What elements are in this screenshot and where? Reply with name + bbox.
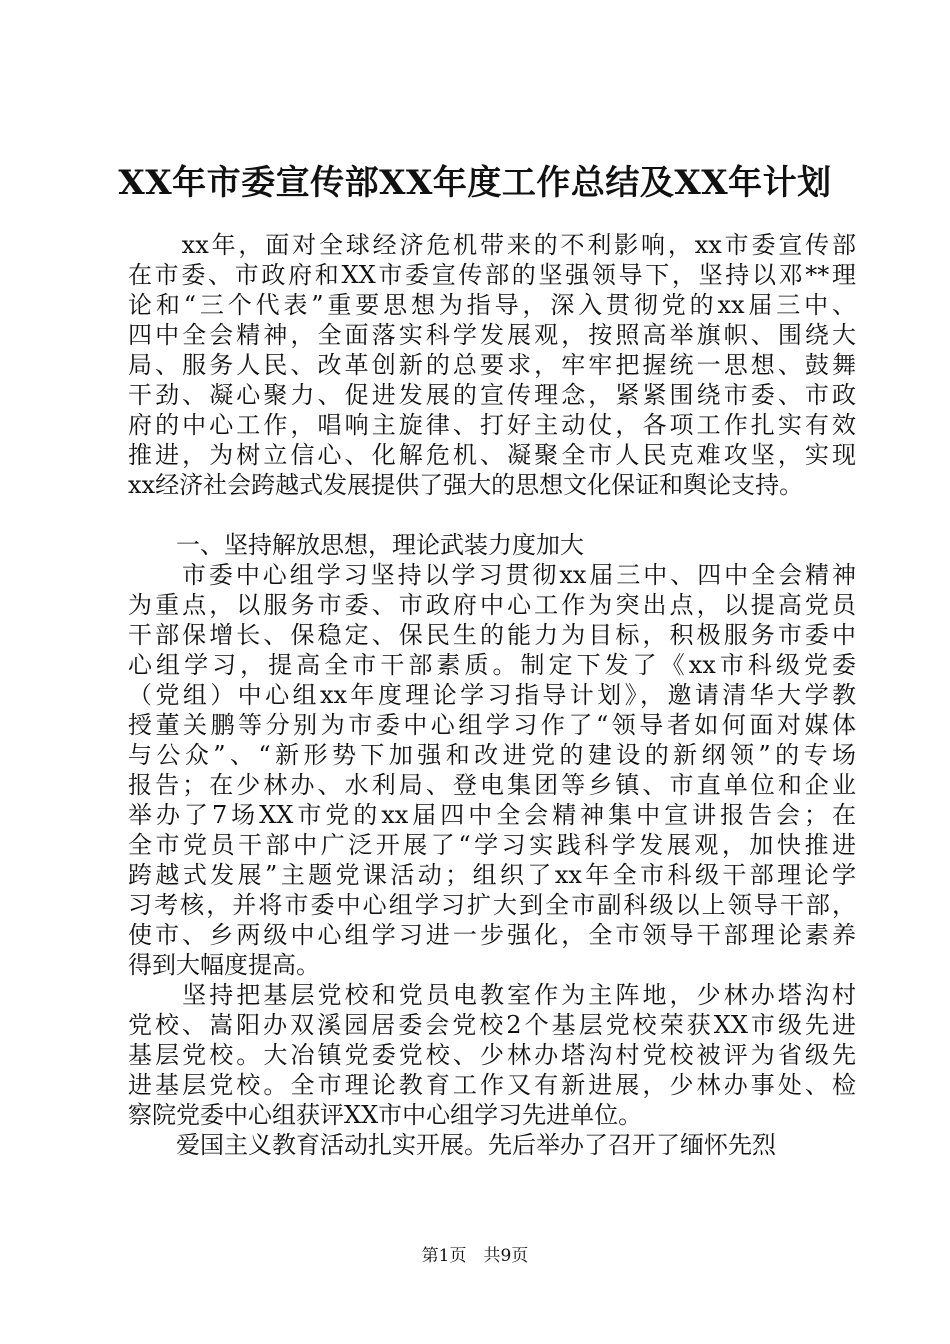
text-line: 爱国主义教育活动扎实开展。先后举办了召开了缅怀先烈: [128, 1131, 776, 1159]
text-line: 与公众”、“新形势下加强和改进党的建设的新纲领”的专场: [128, 741, 856, 769]
text-line: 跨越式发展”主题党课活动；组织了xx年全市科级干部理论学: [128, 861, 856, 889]
text-line: 报告；在少林办、水利局、登电集团等乡镇、市直单位和企业: [128, 771, 856, 799]
text-line: 使市、乡两级中心组学习进一步强化，全市领导干部理论素养: [128, 921, 856, 949]
text-line: 局、服务人民、改革创新的总要求，牢牢把握统一思想、鼓舞: [128, 351, 856, 379]
text-line: 一、坚持解放思想，理论武装力度加大: [128, 531, 584, 559]
page-footer: 第1页 共9页: [421, 1246, 529, 1266]
document-body: [128, 230, 856, 1160]
text-line: 论和“三个代表”重要思想为指导，深入贯彻党的xx届三中、: [128, 291, 856, 319]
text-line: 举办了7场XX市党的xx届四中全会精神集中宣讲报告会；在: [128, 801, 856, 829]
text-line: 府的中心工作，唱响主旋律、打好主动仗，各项工作扎实有效: [128, 411, 856, 439]
text-line: 推进，为树立信心、化解危机、凝聚全市人民克难攻坚，实现: [128, 441, 856, 469]
text-line: 市委中心组学习坚持以学习贯彻xx届三中、四中全会精神: [128, 561, 856, 589]
text-line: xx经济社会跨越式发展提供了强大的思想文化保证和舆论支持。: [128, 471, 804, 499]
text-line: 党校、嵩阳办双溪园居委会党校2个基层党校荣获XX市级先进: [128, 1011, 856, 1039]
paragraph-gap: [128, 500, 856, 530]
text-line: 基层党校。大冶镇党委党校、少林办塔沟村党校被评为省级先: [128, 1041, 856, 1069]
text-line: 干劲、凝心聚力、促进发展的宣传理念，紧紧围绕市委、市政: [128, 381, 856, 409]
text-line: 得到大幅度提高。: [128, 951, 320, 979]
text-line: （党组）中心组xx年度理论学习指导计划》，邀请清华大学教: [128, 681, 856, 709]
text-line: 为重点，以服务市委、市政府中心工作为突出点，以提高党员: [128, 591, 856, 619]
text-line: 习考核，并将市委中心组学习扩大到全市副科级以上领导干部，: [128, 891, 856, 919]
text-line: 在市委、市政府和XX市委宣传部的坚强领导下，坚持以邓**理: [128, 261, 856, 289]
text-line: 心组学习，提高全市干部素质。制定下发了《xx市科级党委: [128, 651, 856, 679]
text-line: 干部保增长、保稳定、保民生的能力为目标，积极服务市委中: [128, 621, 856, 649]
text-line: 坚持把基层党校和党员电教室作为主阵地，少林办塔沟村: [128, 981, 856, 1009]
text-line: 进基层党校。全市理论教育工作又有新进展，少林办事处、检: [128, 1071, 856, 1099]
text-line: 察院党委中心组获评XX市中心组学习先进单位。: [128, 1101, 643, 1129]
text-line: 四中全会精神，全面落实科学发展观，按照高举旗帜、围绕大: [128, 321, 856, 349]
text-line: 授董关鹏等分别为市委中心组学习作了“领导者如何面对媒体: [128, 711, 856, 739]
text-line: 全市党员干部中广泛开展了“学习实践科学发展观，加快推进: [128, 831, 856, 859]
document-title: XX年市委宣传部XX年度工作总结及XX年计划: [118, 163, 832, 203]
text-line: xx年，面对全球经济危机带来的不利影响，xx市委宣传部: [128, 231, 856, 259]
